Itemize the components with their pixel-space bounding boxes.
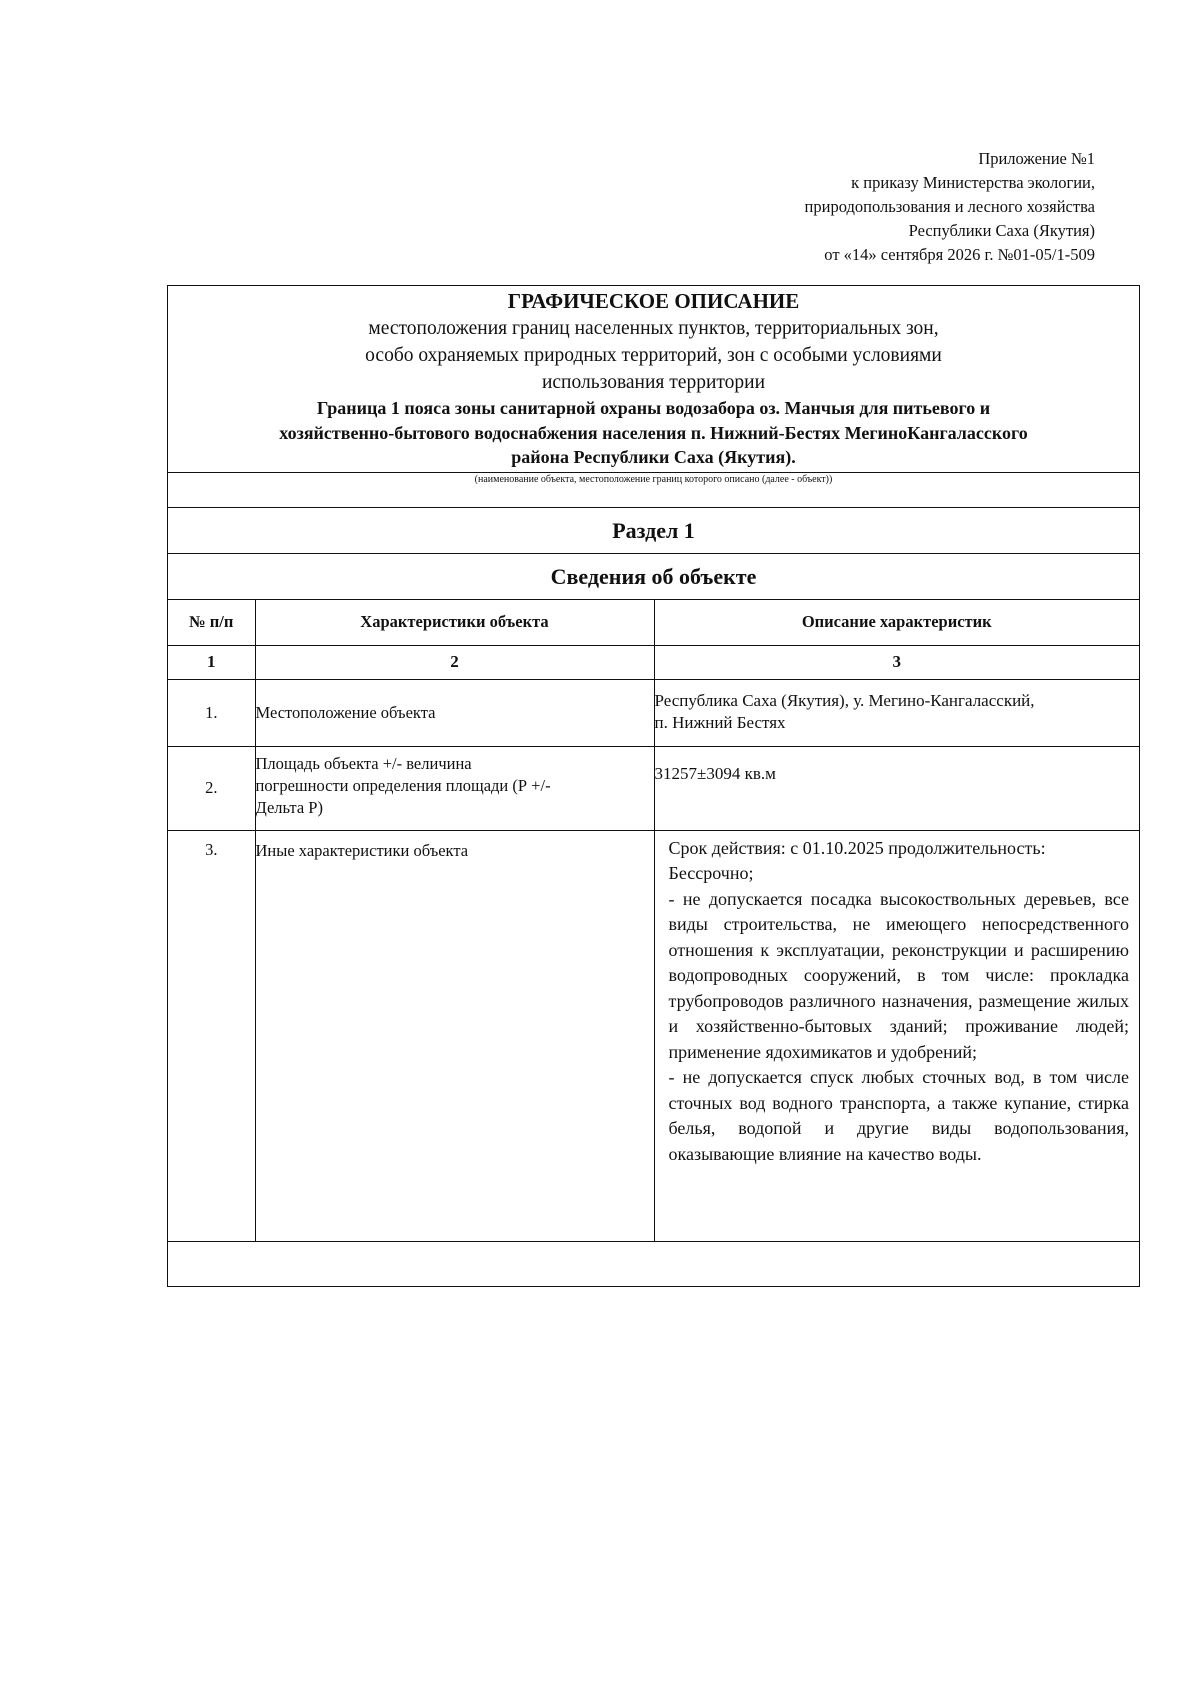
graphic-description-form xyxy=(167,285,1140,1287)
title-subtitle-line: особо охраняемых природных территорий, зон с особыми условиями xyxy=(365,345,942,366)
name-line: Дельта Р) xyxy=(255,797,323,817)
appendix-label: Приложение №1 xyxy=(978,149,1095,168)
title-subtitle-line: местоположения границ населенных пунктов, территориальных зон, xyxy=(368,318,939,339)
object-name-line: хозяйственно-бытового водоснабжения населения п. Нижний-Бестях МегиноКангаласского xyxy=(279,422,1028,443)
row-number: 1. xyxy=(168,679,255,746)
object-name-line: Граница 1 пояса зоны санитарной охраны водозабора оз. Манчыя для питьевого и xyxy=(316,398,991,418)
name-line: Площадь объекта +/- величина xyxy=(255,753,472,773)
title-subtitle-line: использования территории xyxy=(541,372,766,393)
empty-footer-row xyxy=(168,1241,1139,1286)
characteristic-description: 31257±3094 кв.м xyxy=(654,746,1139,830)
characteristic-description xyxy=(654,830,1139,1241)
row-number: 2. xyxy=(168,746,255,830)
column-number: 3 xyxy=(654,645,1139,679)
order-reference-block xyxy=(535,147,1095,267)
section-heading: Сведения об объекте xyxy=(168,553,1139,599)
characteristic-name: Иные характеристики объекта xyxy=(255,830,654,1241)
row-number: 3. xyxy=(168,830,255,1241)
characteristic-name: Местоположение объекта xyxy=(255,679,654,746)
restriction-paragraph: - не допускается спуск любых сточных вод, в том числе сточных вод водного транспорта, а также купание, стирка белья, водопой и другие виды водопользования, оказывающие влияние на качество воды. xyxy=(668,1067,1129,1164)
validity-paragraph: Срок действия: с 01.10.2025 продолжительность: Бессрочно; xyxy=(668,837,1046,883)
order-date-number: от «14» сентября 2026 г. №01-05/1-509 xyxy=(824,245,1095,264)
table-row xyxy=(168,830,1139,1241)
object-name-caption: (наименование объекта, местоположение границ которого описано (далее - объект)) xyxy=(168,472,1139,507)
object-info-table xyxy=(168,599,1139,1242)
republic-line: Республики Саха (Якутия) xyxy=(908,221,1095,240)
table-row xyxy=(168,746,1139,830)
section-label: Раздел 1 xyxy=(168,507,1139,553)
column-header-number: № п/п xyxy=(168,599,255,645)
column-header-description: Описание характеристик xyxy=(654,599,1139,645)
name-line: погрешности определения площади (Р +/- xyxy=(255,775,551,795)
title-block xyxy=(168,286,1139,472)
column-number: 1 xyxy=(168,645,255,679)
column-number-row xyxy=(168,645,1139,679)
document-title: ГРАФИЧЕСКОЕ ОПИСАНИЕ xyxy=(507,289,800,313)
column-header-characteristics: Характеристики объекта xyxy=(255,599,654,645)
characteristic-description xyxy=(654,679,1139,746)
characteristic-name xyxy=(255,746,654,830)
table-row xyxy=(168,679,1139,746)
restriction-paragraph: - не допускается посадка высокоствольных деревьев, все виды строительства, не имеющего непосредственного отношения к эксплуатации, реконструкции и расширению водопроводных сооружений, в том числе: прокладка трубопроводов различного назначения, размещение жилых и хозяйственно-бытовых зданий; проживание людей; применение ядохимикатов и удобрений; xyxy=(668,888,1129,1062)
table-header-row xyxy=(168,599,1139,645)
description-line: Республика Саха (Якутия), у. Мегино-Кангаласский, xyxy=(654,690,1035,710)
ministry-line: природопользования и лесного хозяйства xyxy=(804,197,1095,216)
column-number: 2 xyxy=(255,645,654,679)
description-line: п. Нижний Бестях xyxy=(654,712,786,732)
object-name-line: района Республики Саха (Якутия). xyxy=(511,447,796,467)
order-line: к приказу Министерства экологии, xyxy=(851,173,1095,192)
